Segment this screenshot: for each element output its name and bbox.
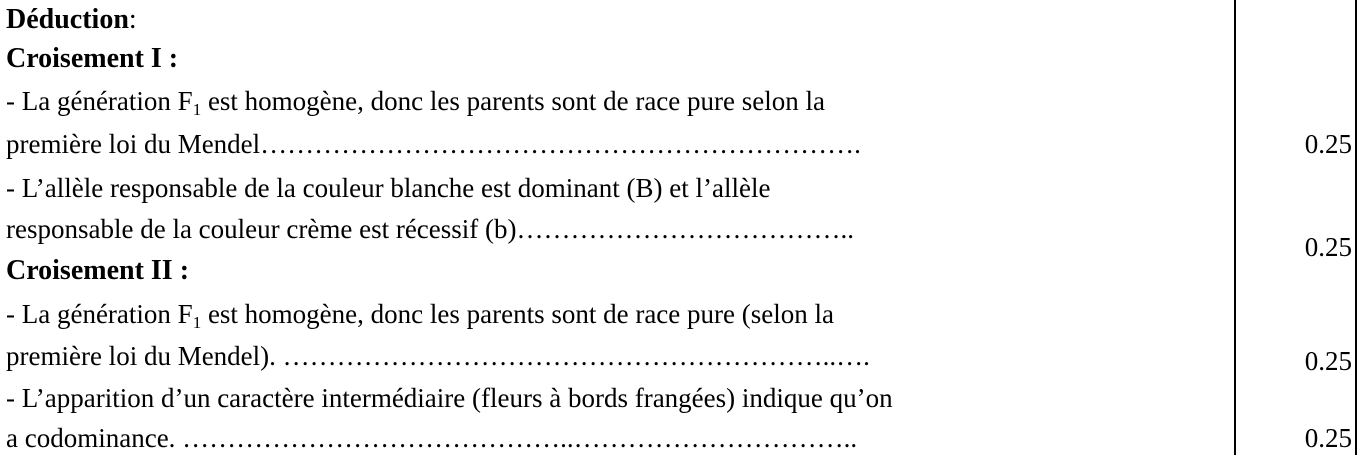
croisement-1-item-1-line-1	[6, 84, 1228, 118]
croisement-2-item-1-line-2: première loi du Mendel). ……………………………………………………..….	[6, 341, 870, 371]
text-fragment: est homogène, donc les parents sont de race pure selon la	[201, 86, 825, 116]
subscript: 1	[192, 313, 202, 331]
text-fragment: - La génération F	[6, 299, 193, 329]
text-fragment: est homogène, donc les parents sont de race pure (selon la	[201, 299, 834, 329]
deduction-title: Déduction	[6, 4, 129, 35]
subscript: 1	[192, 100, 202, 118]
score-c2-item-2: 0.25	[1304, 423, 1352, 453]
score-c1-item-1: 0.25	[1304, 129, 1352, 159]
croisement-2-item-2-line-2: a codominance. ……………………………………..…………………………..	[6, 423, 858, 453]
croisement-1-heading: Croisement I :	[6, 43, 179, 74]
score-column-right-rule	[1355, 0, 1357, 455]
croisement-1-item-2-line-1: - L’allèle responsable de la couleur blanche est dominant (B) et l’allèle	[6, 173, 771, 203]
croisement-2-item-1-line-1	[6, 297, 1228, 331]
score-c1-item-2: 0.25	[1304, 232, 1352, 262]
croisement-2-item-2-line-1: - L’apparition d’un caractère intermédiaire (fleurs à bords frangées) indique qu’on	[6, 383, 893, 413]
deduction-colon: :	[128, 4, 137, 35]
deduction-heading	[6, 3, 1228, 37]
score-c2-item-1: 0.25	[1304, 346, 1352, 376]
croisement-1-item-1-line-2: première loi du Mendel………………………………………………………….	[6, 129, 861, 159]
croisement-2-heading: Croisement II :	[6, 255, 190, 286]
croisement-1-item-2-line-2: responsable de la couleur crème est récessif (b)………………………………..	[6, 214, 855, 244]
text-fragment: - La génération F	[6, 86, 193, 116]
score-column-left-rule	[1234, 0, 1236, 455]
